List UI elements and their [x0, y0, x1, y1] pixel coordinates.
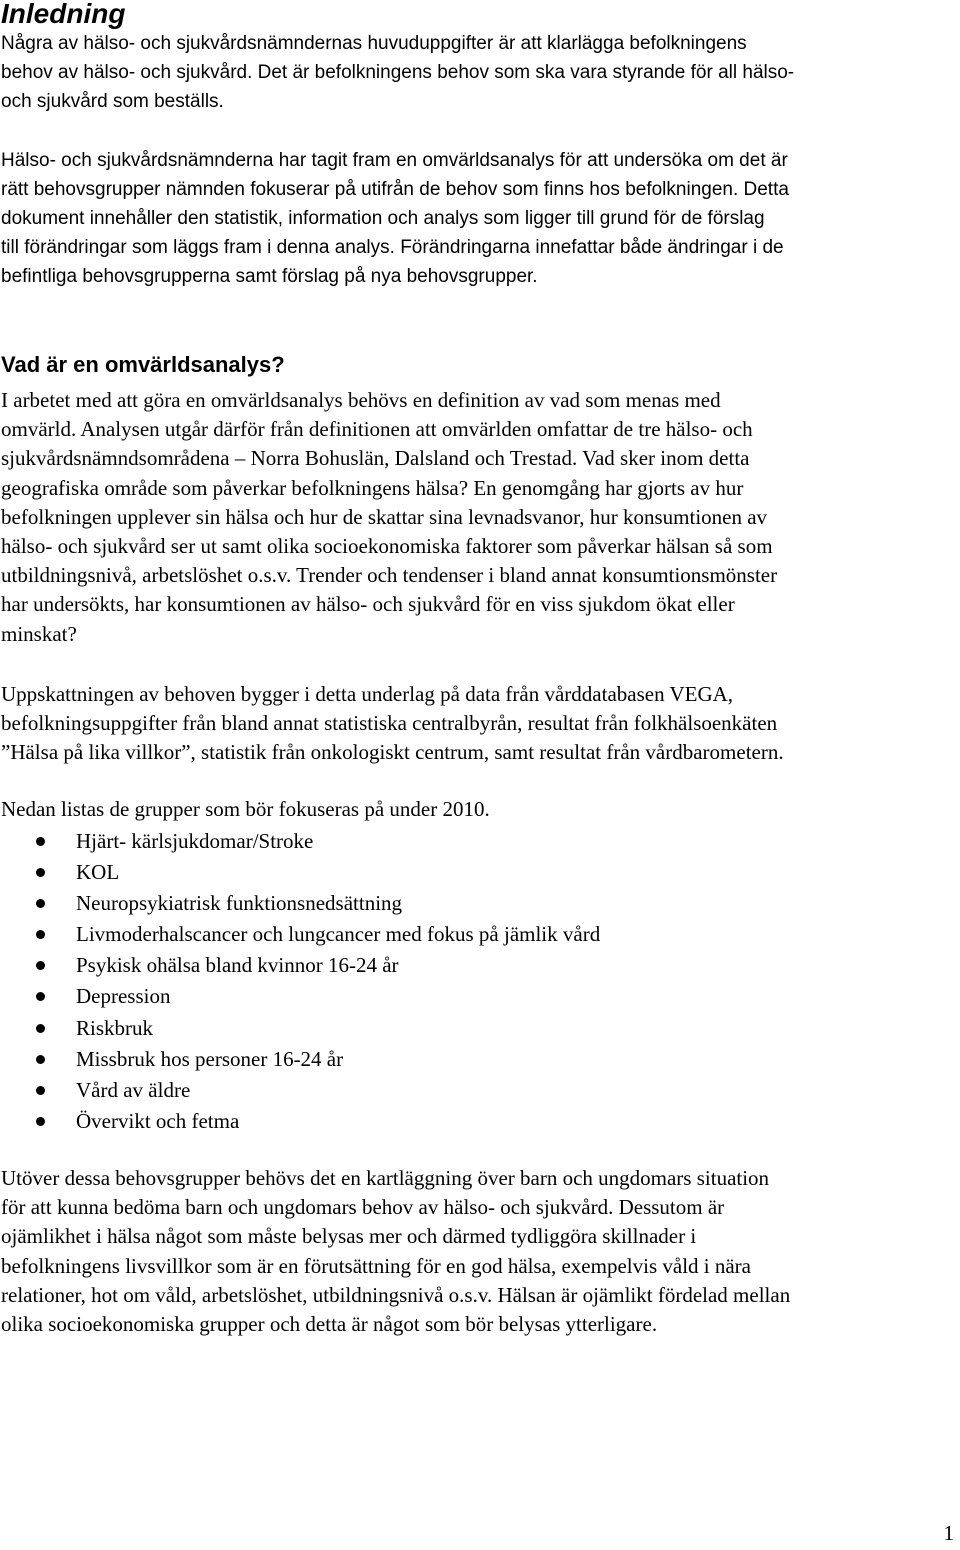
bullet-dot-icon: [36, 1024, 45, 1033]
analysis-line: Hälso- och sjukvårdsnämnderna har tagit fram en omvärldsanalys för att undersöka om det är: [1, 150, 788, 171]
omvarld-line: I arbetet med att göra en omvärldsanalys behövs en definition av vad som menas med: [1, 388, 721, 412]
list-item-label: Missbruk hos personer 16-24 år: [76, 1046, 344, 1071]
sources-paragraph: [1, 680, 959, 768]
sources-line: Uppskattningen av behoven bygger i detta underlag på data från vårddatabasen VEGA,: [1, 682, 734, 706]
analysis-line: rätt behovsgrupper nämnden fokuserar på utifrån de behov som finns hos befolkningen. Detta: [1, 179, 789, 200]
list-item-label: Övervikt och fetma: [76, 1108, 240, 1133]
sources-line: befolkningsuppgifter från bland annat statistiska centralbyrån, resultat från folkhälsoenkäten: [1, 711, 778, 736]
omvarld-line: geografiska område som påverkar befolkningens hälsa? En genomgång har gjorts av hur: [1, 475, 744, 500]
behovsgrupper-list: [0, 827, 600, 1138]
list-item: [0, 889, 600, 920]
omvarld-line: har undersökts, har konsumtionen av hälso- och sjukvård för en viss sjukdom ökat eller: [1, 592, 735, 617]
intro-line: och sjukvård som beställs.: [1, 91, 224, 112]
list-item: [0, 1076, 600, 1107]
closing-line: Utöver dessa behovsgrupper behövs det en kartläggning över barn och ungdomars situation: [1, 1166, 770, 1190]
analysis-line: till förändringar som läggs fram i denna analys. Förändringarna innefattar både ändringar i de: [1, 237, 784, 258]
list-item-label: Livmoderhalscancer och lungcancer med fokus på jämlik vård: [76, 922, 601, 947]
list-item-label: Hjärt- kärlsjukdomar/Stroke: [76, 829, 314, 853]
bullet-dot-icon: [36, 868, 45, 877]
bullet-dot-icon: [36, 961, 45, 970]
analysis-paragraph: [1, 146, 959, 291]
bullet-dot-icon: [36, 1086, 45, 1095]
heading-omvarldsanalys: Vad är en omvärldsanalys?: [1, 352, 285, 377]
list-item: [0, 951, 600, 982]
bullet-dot-icon: [36, 1055, 45, 1064]
bullet-dot-icon: [36, 837, 45, 846]
list-item: [0, 1045, 600, 1076]
list-intro-text: Nedan listas de grupper som bör fokuseras på under 2010.: [1, 797, 490, 821]
closing-paragraph: [1, 1164, 959, 1339]
page-number: 1: [943, 1521, 954, 1545]
list-item-label: Depression: [76, 984, 171, 1009]
omvarld-line: befolkningen upplever sin hälsa och hur de skattar sina levnadsvanor, hur konsumtionen av: [1, 504, 768, 529]
list-item: [0, 982, 600, 1013]
bullet-dot-icon: [36, 1117, 45, 1126]
intro-paragraph: [1, 29, 959, 116]
analysis-line: dokument innehåller den statistik, information och analys som ligger till grund för de förslag: [1, 208, 765, 229]
list-item: [0, 827, 600, 858]
omvarld-line: minskat?: [1, 621, 77, 646]
analysis-line: befintliga behovsgrupperna samt förslag på nya behovsgrupper.: [1, 266, 538, 287]
list-item: [0, 1014, 600, 1045]
intro-line: Några av hälso- och sjukvårdsnämndernas huvuduppgifter är att klarlägga befolkningens: [1, 33, 747, 54]
omvarld-line: utbildningsnivå, arbetslöshet o.s.v. Trender och tendenser i bland annat konsumtionsmönster: [1, 563, 778, 588]
heading-inledning: Inledning: [1, 0, 126, 29]
closing-line: olika socioekonomiska grupper och detta är något som bör belysas ytterligare.: [1, 1312, 658, 1337]
bullet-dot-icon: [36, 930, 45, 939]
list-item-label: KOL: [76, 860, 120, 885]
omvarld-line: omvärld. Analysen utgår därför från definitionen att omvärlden omfattar de tre hälso- och: [1, 417, 753, 442]
closing-line: befolkningens livsvillkor som är en förutsättning för en god hälsa, exempelvis våld i nära: [1, 1253, 751, 1278]
closing-line: för att kunna bedöma barn och ungdomars behov av hälso- och sjukvård. Dessutom är: [1, 1195, 725, 1220]
closing-line: ojämlikhet i hälsa något som måste belysas mer och därmed tydliggöra skillnader i: [1, 1224, 697, 1249]
intro-line: behov av hälso- och sjukvård. Det är befolkningens behov som ska vara styrande för all hälso-: [1, 62, 795, 83]
list-item-label: Vård av äldre: [76, 1077, 191, 1102]
sources-line: ”Hälsa på lika villkor”, statistik från onkologiskt centrum, samt resultat från vårdbarometern.: [1, 740, 784, 765]
list-item: [0, 920, 600, 951]
bullet-dot-icon: [36, 992, 45, 1001]
omvarld-line: hälso- och sjukvård ser ut samt olika socioekonomiska faktorer som påverkar hälsan så som: [1, 534, 773, 559]
list-item: [0, 1107, 600, 1138]
list-item-label: Psykisk ohälsa bland kvinnor 16-24 år: [76, 953, 399, 978]
list-item-label: Neuropsykiatrisk funktionsnedsättning: [76, 891, 403, 916]
list-intro: [1, 795, 959, 824]
closing-line: relationer, hot om våld, arbetslöshet, utbildningsnivå o.s.v. Hälsan är ojämlikt fördelad mellan: [1, 1282, 791, 1307]
bullet-dot-icon: [36, 899, 45, 908]
list-item: [0, 858, 600, 889]
omvarld-line: sjukvårdsnämndsområdena – Norra Bohuslän, Dalsland och Trestad. Vad sker inom detta: [1, 446, 750, 471]
omvarld-paragraph: [1, 386, 959, 649]
list-item-label: Riskbruk: [76, 1015, 154, 1040]
